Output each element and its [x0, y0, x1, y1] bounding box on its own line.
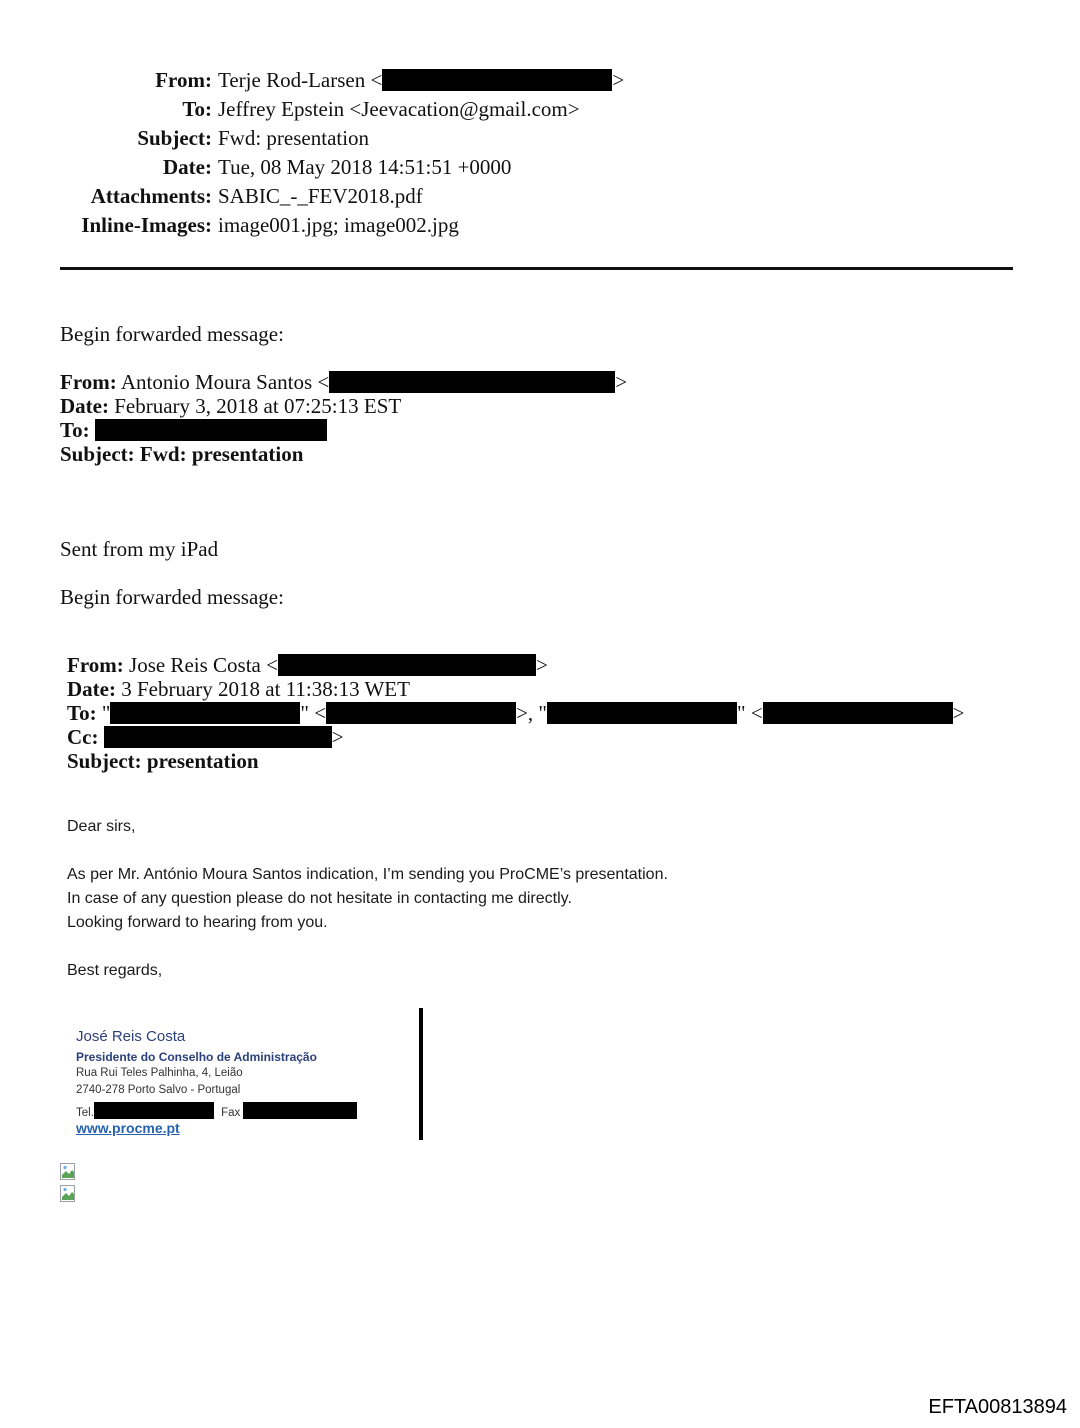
redaction-box	[763, 702, 953, 724]
redaction-box	[382, 69, 612, 91]
forward2-date-value: 3 February 2018 at 11:38:13 WET	[121, 677, 410, 701]
signature-address-2: 2740-278 Porto Salvo - Portugal	[76, 1084, 241, 1096]
header-from-text: Terje Rod-Larsen <	[218, 68, 383, 92]
redaction-box	[104, 726, 332, 748]
redaction-box	[329, 371, 615, 393]
redaction-box	[110, 702, 300, 724]
forward1-date-value: February 3, 2018 at 07:25:13 EST	[114, 394, 402, 418]
forward1-from-label: From:	[60, 370, 117, 394]
redaction-box	[243, 1102, 357, 1119]
header-subject-row	[0, 126, 369, 155]
signature-divider	[419, 1008, 423, 1140]
header-to-label: To:	[182, 97, 212, 121]
forward2-date-label: Date:	[67, 677, 116, 701]
forward2-from-label: From:	[67, 653, 124, 677]
signature-website-link[interactable]: www.procme.pt	[76, 1120, 180, 1136]
forward1-to-row	[60, 418, 327, 442]
header-divider	[60, 267, 1013, 270]
header-date-label: Date:	[163, 155, 212, 179]
redaction-box	[94, 1102, 214, 1119]
header-inline-images-row	[0, 213, 459, 242]
signature-contact-row	[76, 1102, 357, 1119]
redaction-box	[547, 702, 737, 724]
forward2-subject: Subject: presentation	[67, 749, 259, 773]
signature-name: José Reis Costa	[76, 1028, 186, 1045]
redaction-box	[278, 654, 536, 676]
forward2-from-row: From: Jose Reis Costa < >	[67, 653, 548, 677]
header-attachments-row	[0, 184, 423, 213]
signature-title: Presidente do Conselho de Administração	[76, 1050, 317, 1064]
header-subject-label: Subject:	[137, 126, 212, 150]
body-line-1: As per Mr. António Moura Santos indication, I’m sending you ProCME’s presentation.	[67, 866, 668, 883]
forward2-cc-row: Cc: >	[67, 725, 344, 749]
header-subject-value: Fwd: presentation	[218, 126, 370, 150]
forward2-to-label: To:	[67, 701, 97, 725]
redaction-box	[95, 419, 327, 441]
forward1-intro: Begin forwarded message:	[60, 322, 284, 346]
forward1-date-row	[60, 394, 401, 418]
header-date-row	[0, 155, 511, 184]
forward2-to-row: To: " " < >, " " < >	[67, 701, 965, 725]
sent-from-line: Sent from my iPad	[60, 537, 219, 561]
forward1-from-row: From: Antonio Moura Santos < >	[60, 370, 628, 394]
body-line-3: Looking forward to hearing from you.	[67, 914, 328, 931]
forward1-subject: Subject: Fwd: presentation	[60, 442, 304, 466]
header-from-value: Terje Rod-Larsen < >	[218, 68, 625, 92]
header-attachments-label: Attachments:	[90, 184, 212, 208]
header-inline-images-label: Inline-Images:	[81, 213, 212, 237]
header-inline-images-value: image001.jpg; image002.jpg	[218, 213, 459, 237]
header-from-label: From:	[155, 68, 212, 92]
redaction-box	[326, 702, 516, 724]
signature-address-1: Rua Rui Teles Palhinha, 4, Leião	[76, 1067, 243, 1079]
forward2-from-value: Jose Reis Costa <	[129, 653, 278, 677]
forward2-cc-label: Cc:	[67, 725, 99, 749]
body-closing: Best regards,	[67, 962, 163, 979]
header-date-value: Tue, 08 May 2018 14:51:51 +0000	[218, 155, 512, 179]
broken-image-icon	[60, 1185, 80, 1203]
broken-image-icon	[60, 1163, 80, 1181]
header-from-row	[0, 68, 624, 97]
header-to-value: Jeffrey Epstein <Jeevacation@gmail.com>	[218, 97, 580, 121]
forward2-date-row	[67, 677, 410, 701]
document-id: EFTA00813894	[928, 1396, 1067, 1418]
header-to-row	[0, 97, 580, 126]
body-greeting: Dear sirs,	[67, 818, 136, 835]
forward1-to-label: To:	[60, 418, 90, 442]
forward2-intro: Begin forwarded message:	[60, 585, 284, 609]
body-line-2: In case of any question please do not hesitate in contacting me directly.	[67, 890, 572, 907]
signature-fax-label: Fax	[221, 1107, 241, 1119]
signature-tel-label: Tel.	[76, 1107, 94, 1119]
header-attachments-value: SABIC_-_FEV2018.pdf	[218, 184, 423, 208]
forward1-from-value: Antonio Moura Santos <	[120, 370, 330, 394]
forward1-date-label: Date:	[60, 394, 109, 418]
